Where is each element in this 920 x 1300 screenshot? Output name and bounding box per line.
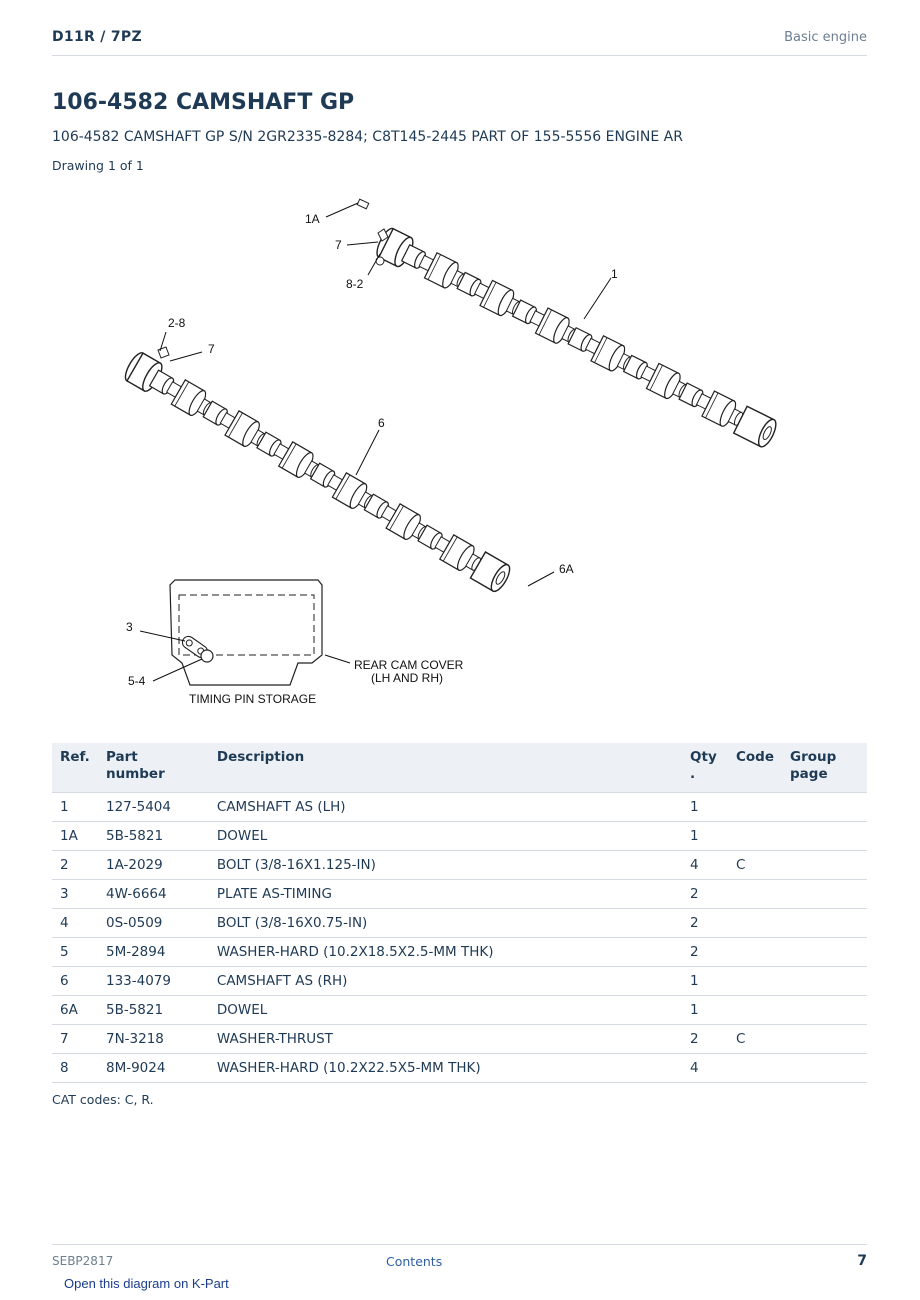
cell-qty: 4: [682, 1053, 728, 1082]
cell-part-number: 127-5404: [98, 792, 209, 821]
table-row: [52, 1053, 867, 1082]
cell-qty: 2: [682, 937, 728, 966]
page-header: [52, 29, 867, 56]
header-description: Description: [209, 743, 682, 792]
cell-code: [728, 879, 782, 908]
cell-part-number: 7N-3218: [98, 1024, 209, 1053]
cell-group-page: [782, 966, 867, 995]
header-group-page: Group page: [782, 743, 867, 792]
cell-part-number: 5B-5821: [98, 821, 209, 850]
cell-group-page: [782, 792, 867, 821]
group-description: 106-4582 CAMSHAFT GP S/N 2GR2335-8284; C8T145-2445 PART OF 155-5556 ENGINE AR: [52, 129, 683, 145]
cell-description: BOLT (3/8-16X1.125-IN): [209, 850, 682, 879]
cell-qty: 1: [682, 821, 728, 850]
cell-group-page: [782, 908, 867, 937]
cell-code: [728, 995, 782, 1024]
cell-code: [728, 937, 782, 966]
cell-code: [728, 821, 782, 850]
callout-6: 6: [378, 416, 385, 430]
cell-code: C: [728, 1024, 782, 1053]
callout-8-2: 8-2: [346, 277, 364, 291]
rear-cam-cover: [170, 580, 322, 685]
cell-ref: 8: [52, 1053, 98, 1082]
cell-qty: 2: [682, 879, 728, 908]
callout-7-upper: 7: [335, 238, 342, 252]
cell-group-page: [782, 937, 867, 966]
document-id: SEBP2817: [52, 1254, 114, 1268]
cell-ref: 6: [52, 966, 98, 995]
table-header-row: [52, 743, 867, 792]
cell-code: C: [728, 850, 782, 879]
cell-group-page: [782, 879, 867, 908]
table-row: [52, 821, 867, 850]
cell-code: [728, 908, 782, 937]
page-number: 7: [857, 1253, 867, 1269]
cat-codes-note: CAT codes: C, R.: [52, 1092, 154, 1107]
cell-description: WASHER-HARD (10.2X18.5X2.5-MM THK): [209, 937, 682, 966]
header-ref: Ref.: [52, 743, 98, 792]
cell-ref: 1A: [52, 821, 98, 850]
cell-code: [728, 966, 782, 995]
rear-cam-cover-label: REAR CAM COVER: [354, 658, 464, 672]
cell-description: CAMSHAFT AS (RH): [209, 966, 682, 995]
cell-qty: 2: [682, 1024, 728, 1053]
cell-ref: 6A: [52, 995, 98, 1024]
callout-7-lower: 7: [208, 342, 215, 356]
cell-part-number: 5M-2894: [98, 937, 209, 966]
drawing-counter: Drawing 1 of 1: [52, 158, 144, 173]
camshaft-lh: [373, 226, 779, 450]
cell-ref: 4: [52, 908, 98, 937]
cell-group-page: [782, 850, 867, 879]
cell-part-number: 8M-9024: [98, 1053, 209, 1082]
cell-qty: 4: [682, 850, 728, 879]
page-title: 106-4582 CAMSHAFT GP: [52, 90, 355, 115]
cell-qty: 1: [682, 792, 728, 821]
cell-group-page: [782, 1053, 867, 1082]
parts-table: [52, 743, 867, 1083]
cell-part-number: 133-4079: [98, 966, 209, 995]
cell-qty: 2: [682, 908, 728, 937]
page-footer: [52, 1244, 867, 1274]
table-row: [52, 908, 867, 937]
kpart-diagram-link[interactable]: Open this diagram on K-Part: [64, 1276, 229, 1291]
cell-qty: 1: [682, 995, 728, 1024]
contents-link[interactable]: Contents: [386, 1254, 443, 1269]
camshaft-rh: [122, 350, 514, 595]
cell-ref: 1: [52, 792, 98, 821]
cell-description: BOLT (3/8-16X0.75-IN): [209, 908, 682, 937]
table-row: [52, 966, 867, 995]
machine-model: D11R / 7PZ: [52, 29, 142, 45]
cell-code: [728, 792, 782, 821]
table-row: [52, 1024, 867, 1053]
cell-description: WASHER-HARD (10.2X22.5X5-MM THK): [209, 1053, 682, 1082]
cell-code: [728, 1053, 782, 1082]
callout-1a: 1A: [305, 212, 320, 226]
cell-part-number: 5B-5821: [98, 995, 209, 1024]
cell-group-page: [782, 1024, 867, 1053]
callout-2-8: 2-8: [168, 316, 186, 330]
cell-group-page: [782, 995, 867, 1024]
cell-group-page: [782, 821, 867, 850]
callout-6a: 6A: [559, 562, 574, 576]
cell-part-number: 4W-6664: [98, 879, 209, 908]
header-code: Code: [728, 743, 782, 792]
cell-part-number: 1A-2029: [98, 850, 209, 879]
table-row: [52, 995, 867, 1024]
section-name: Basic engine: [784, 30, 867, 45]
header-qty: Qty .: [682, 743, 728, 792]
table-row: [52, 792, 867, 821]
cell-description: DOWEL: [209, 995, 682, 1024]
cell-part-number: 0S-0509: [98, 908, 209, 937]
cell-description: WASHER-THRUST: [209, 1024, 682, 1053]
timing-pin-storage-label: TIMING PIN STORAGE: [189, 692, 317, 706]
cell-ref: 2: [52, 850, 98, 879]
cell-ref: 7: [52, 1024, 98, 1053]
cell-ref: 5: [52, 937, 98, 966]
table-row: [52, 937, 867, 966]
cell-description: PLATE AS-TIMING: [209, 879, 682, 908]
parts-diagram: [60, 185, 860, 715]
cell-description: DOWEL: [209, 821, 682, 850]
cell-ref: 3: [52, 879, 98, 908]
table-row: [52, 850, 867, 879]
callout-3: 3: [126, 620, 133, 634]
cell-qty: 1: [682, 966, 728, 995]
table-row: [52, 879, 867, 908]
cell-description: CAMSHAFT AS (LH): [209, 792, 682, 821]
callout-1: 1: [611, 267, 618, 281]
rear-cam-cover-sublabel: (LH AND RH): [371, 671, 444, 685]
callout-5-4: 5-4: [128, 674, 146, 688]
header-part-number: Part number: [98, 743, 209, 792]
